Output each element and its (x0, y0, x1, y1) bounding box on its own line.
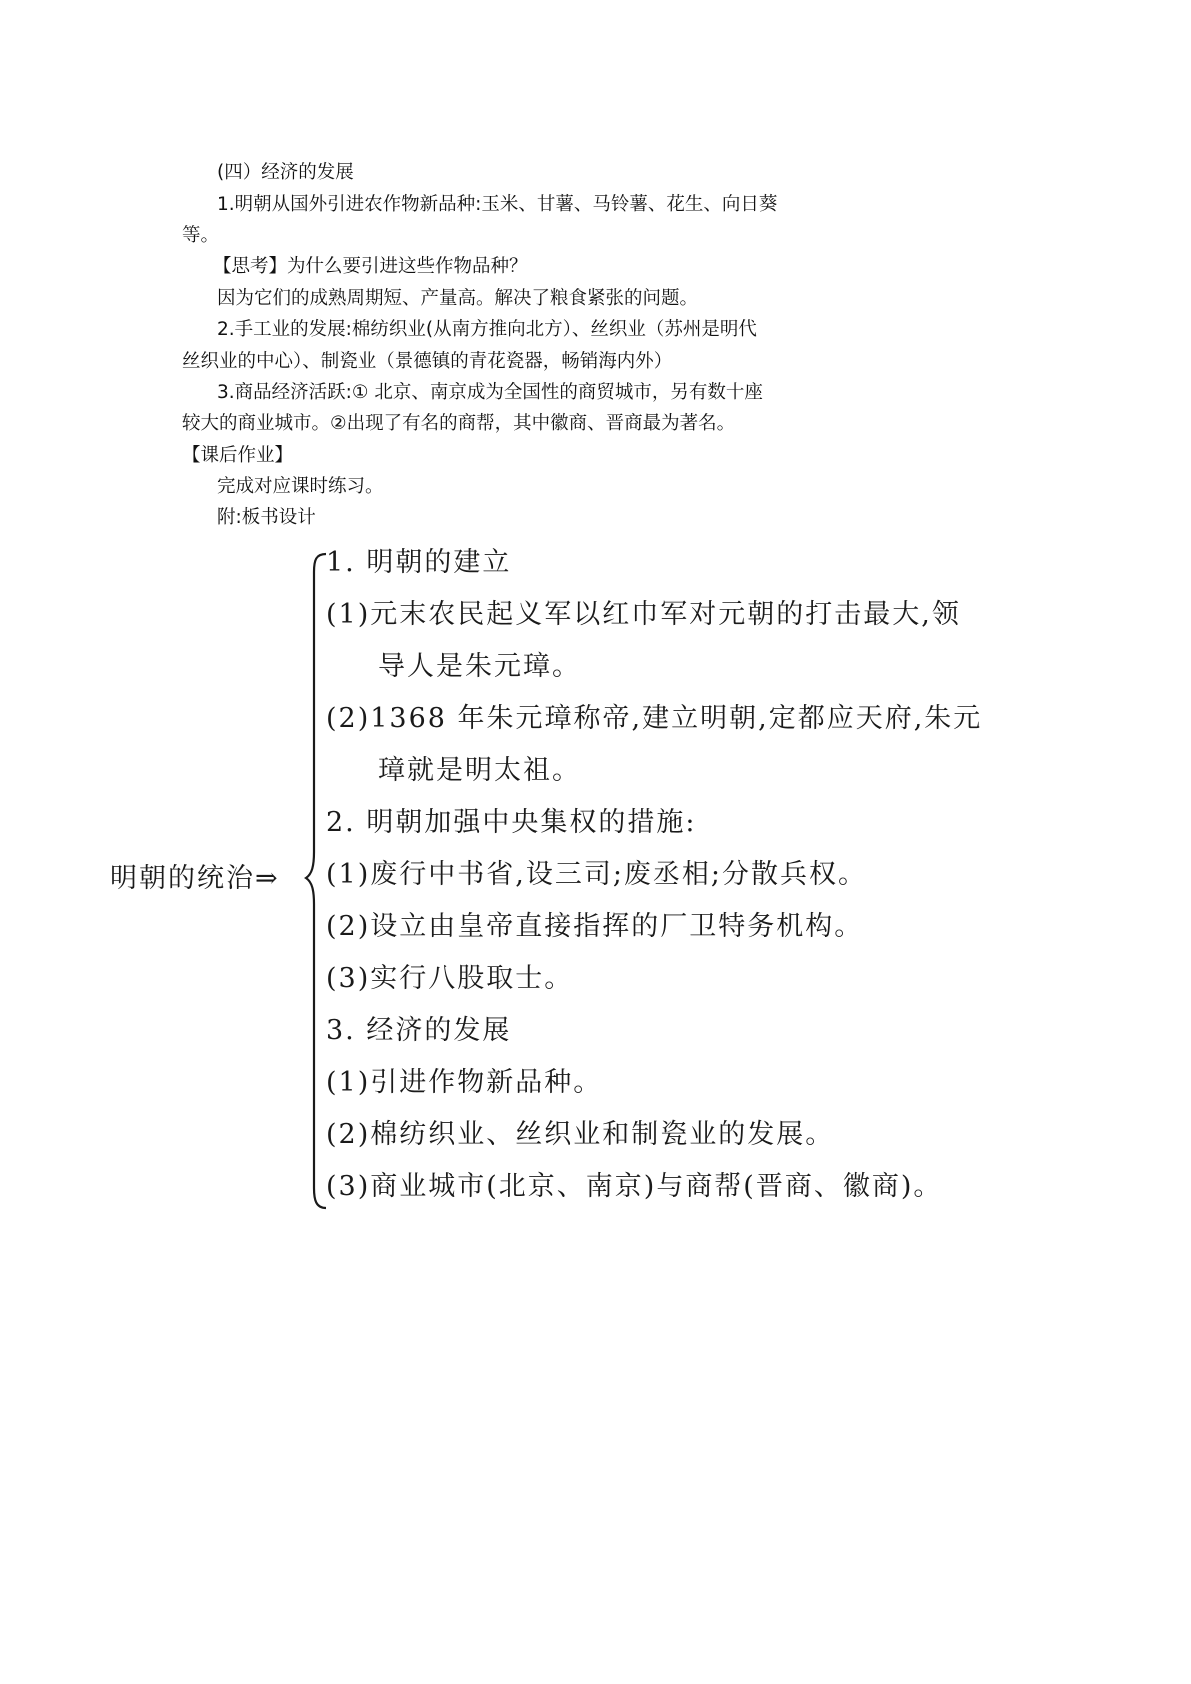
item2-line2: 丝织业的中心）、制瓷业（景德镇的青花瓷器，畅销海内外） (182, 351, 673, 372)
board-line-12: (2)棉纺织业、丝织业和制瓷业的发展。 (326, 1119, 835, 1150)
board-line-10: 3. 经济的发展 (326, 1015, 512, 1046)
board-line-6: 2. 明朝加强中央集权的措施: (326, 807, 697, 838)
item3-line1: 3.商品经济活跃:① 北京、南京成为全国性的商贸城市，另有数十座 (217, 382, 763, 403)
item1-line1: 1.明朝从国外引进农作物新品种:玉米、甘薯、马铃薯、花生、向日葵 (217, 194, 778, 215)
board-line-3: 导人是朱元璋。 (378, 651, 581, 682)
board-line-4: (2)1368 年朱元璋称帝,建立明朝,定都应天府,朱元 (326, 703, 983, 734)
item1-line2: 等。 (182, 225, 220, 246)
board-line-11: (1)引进作物新品种。 (326, 1067, 603, 1098)
board-root-label: 明朝的统治⇒ (110, 863, 280, 894)
item2-line1: 2.手工业的发展:棉纺织业(从南方推向北方）、丝织业（苏州是明代 (217, 319, 757, 340)
section-heading: (四）经济的发展 (217, 162, 354, 183)
item3-line2: 较大的商业城市。②出现了有名的商帮，其中徽商、晋商最为著名。 (182, 413, 736, 434)
board-line-2: (1)元末农民起义军以红巾军对元朝的打击最大,领 (326, 599, 961, 630)
board-line-1: 1. 明朝的建立 (326, 547, 512, 578)
appendix-label: 附:板书设计 (217, 507, 316, 528)
homework-text: 完成对应课时练习。 (217, 476, 384, 497)
think-question: 【思考】为什么要引进这些作物品种？ (213, 256, 528, 277)
homework-heading: 【课后作业】 (182, 445, 294, 466)
board-line-8: (2)设立由皇帝直接指挥的厂卫特务机构。 (326, 911, 864, 942)
think-answer: 因为它们的成熟周期短、产量高。解决了粮食紧张的问题。 (217, 288, 699, 309)
board-line-9: (3)实行八股取士。 (326, 963, 574, 994)
board-line-13: (3)商业城市(北京、南京)与商帮(晋商、徽商)。 (326, 1171, 943, 1202)
board-line-7: (1)废行中书省,设三司;废丞相;分散兵权。 (326, 859, 868, 890)
board-line-5: 璋就是明太祖。 (378, 755, 581, 786)
